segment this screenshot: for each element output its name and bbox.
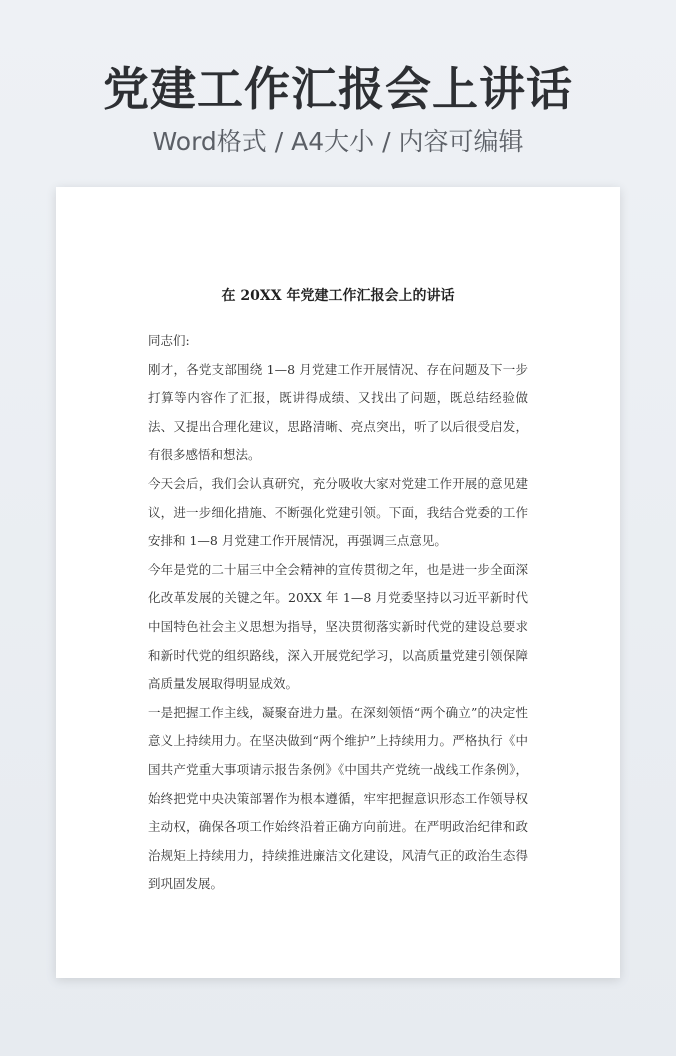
document-body (148, 327, 528, 899)
greeting-line: 同志们: (148, 333, 190, 348)
document-title: 在 20XX 年党建工作汇报会上的讲话 (221, 288, 455, 304)
banner-header (0, 58, 676, 160)
paragraph-3: 今年是党的二十届三中全会精神的宣传贯彻之年，也是进一步全面深化改革发展的关键之年。20XX 年 1—8 月党委坚持以习近平新时代中国特色社会主义思想为指导，坚决贯彻落实新时代党的建设总要求和新时代党的组织路线，深入开展党纪学习，以高质量党建引领保障高质量发展取得明显成效。 (148, 561, 528, 692)
document-page (56, 187, 620, 978)
paragraph-2: 今天会后，我们会认真研究，充分吸收大家对党建工作开展的意见建议，进一步细化措施、不断强化党建引领。下面，我结合党委的工作安排和 1—8 月党建工作开展情况，再强调三点意见。 (148, 475, 528, 549)
paragraph-1: 刚才，各党支部围绕 1—8 月党建工作开展情况、存在问题及下一步打算等内容作了汇报，既讲得成绩、又找出了问题，既总结经验做法、又提出合理化建议，思路清晰、亮点突出，听了以后很受启发，有很多感悟和想法。 (148, 361, 528, 463)
banner-title: 党建工作汇报会上讲话 (103, 62, 573, 116)
paragraph-4: 一是把握工作主线，凝聚奋进力量。在深刻领悟“两个确立”的决定性意义上持续用力。在坚决做到“两个维护”上持续用力。严格执行《中国共产党重大事项请示报告条例》《中国共产党统一战线工作条例》，始终把党中央决策部署作为根本遵循，牢牢把握意识形态工作领导权主动权，确保各项工作始终沿着正确方向前进。在严明政治纪律和政治规矩上持续用力，持续推进廉洁文化建设，风清气正的政治生态得到巩固发展。 (148, 704, 528, 892)
banner-subtitle: Word格式 / A4大小 / 内容可编辑 (152, 127, 524, 156)
